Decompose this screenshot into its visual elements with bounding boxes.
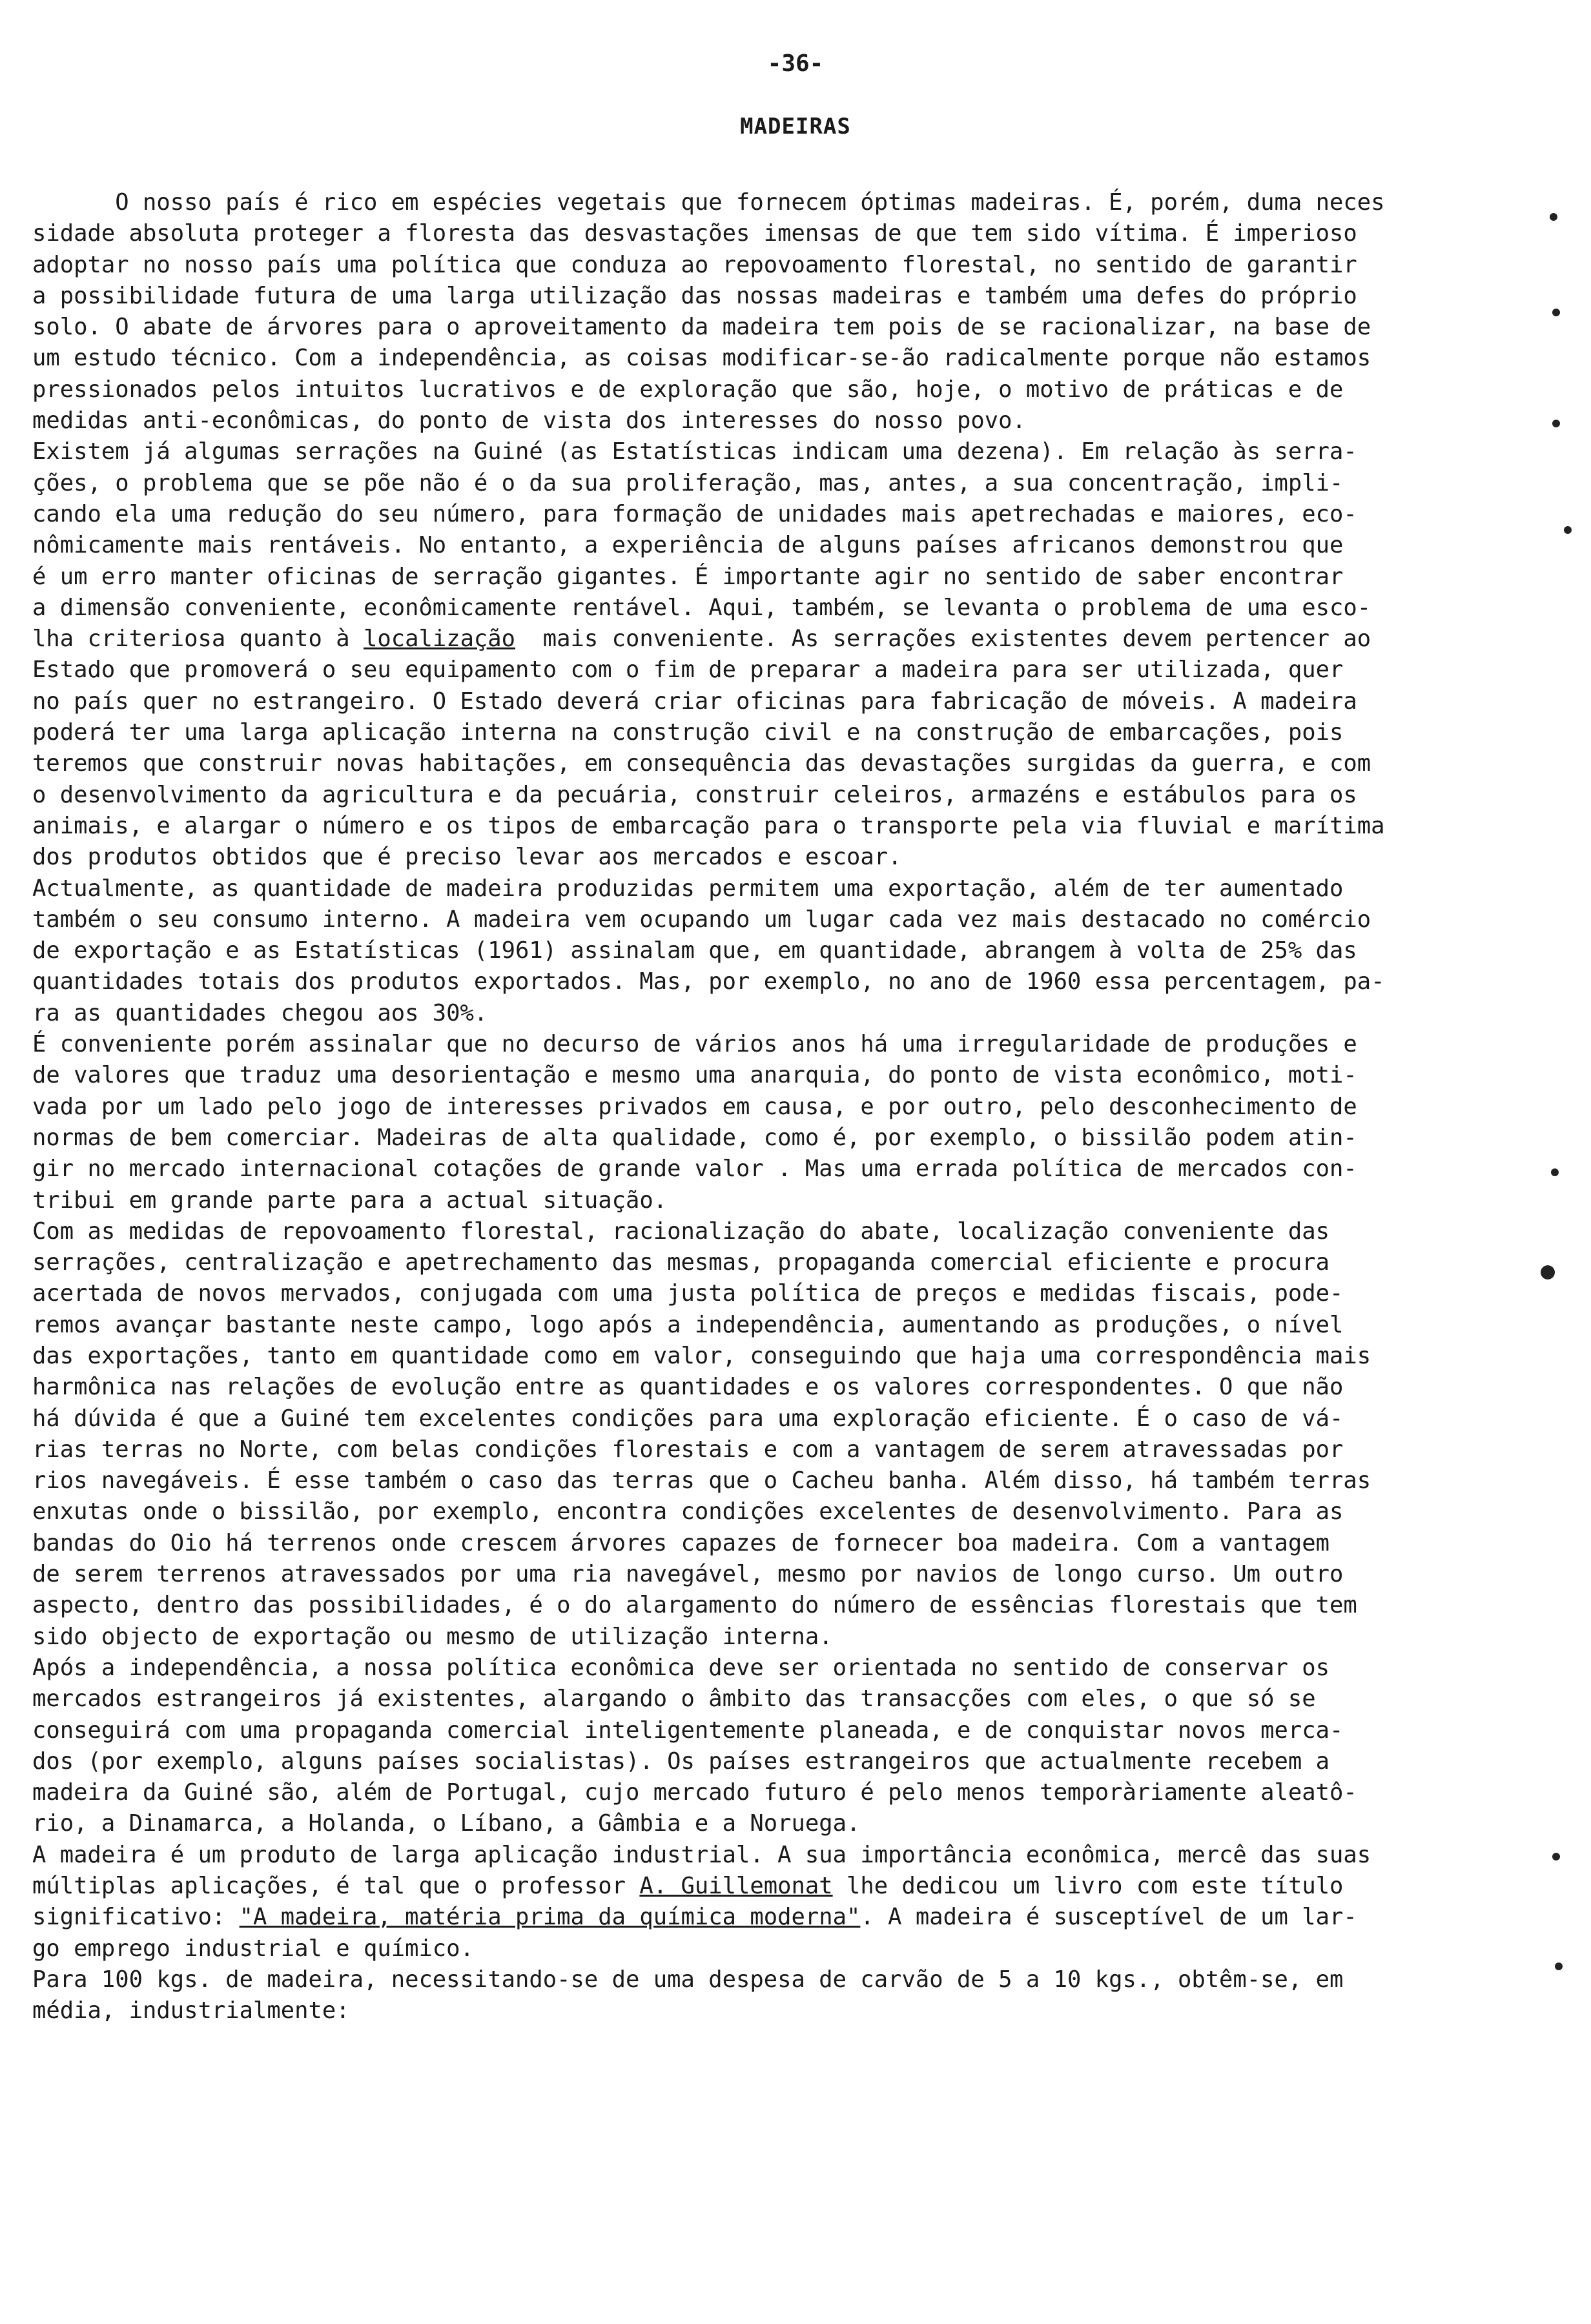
text-line xyxy=(32,312,1511,343)
margin-mark xyxy=(1552,420,1560,427)
text-line xyxy=(32,748,1511,779)
margin-mark xyxy=(1555,1962,1563,1970)
text-segment: ções, o problema que se põe não é o da sua proliferação, mas, antes, a sua concentração, impli- xyxy=(32,469,1344,496)
text-segment: cando ela uma redução do seu número, para formação de unidades mais apetrechadas e maiores, eco- xyxy=(32,500,1357,527)
text-segment: A madeira é um produto de larga aplicação industrial. A sua importância econômica, mercê das suas xyxy=(32,1841,1371,1868)
text-segment: acertada de novos mervados, conjugada com uma justa política de preços e medidas fiscais, pode- xyxy=(32,1280,1344,1307)
text-line xyxy=(32,281,1511,312)
text-line xyxy=(32,1278,1511,1309)
text-line xyxy=(32,1403,1511,1434)
text-segment: significativo: xyxy=(32,1904,240,1931)
text-line xyxy=(32,1933,1511,1964)
text-line xyxy=(32,1029,1511,1060)
text-segment: serrações, centralização e apetrechamento das mesmas, propaganda comercial eficiente e procura xyxy=(32,1249,1330,1276)
text-line xyxy=(32,468,1511,499)
text-line xyxy=(32,842,1511,873)
text-line xyxy=(32,1123,1511,1154)
text-line xyxy=(32,530,1511,561)
text-segment: um estudo técnico. Com a independência, as coisas modificar-se-ão radicalmente porque não estamos xyxy=(32,345,1371,372)
text-segment: também o seu consumo interno. A madeira vem ocupando um lugar cada vez mais destacado no comércio xyxy=(32,906,1371,933)
text-line xyxy=(32,780,1511,811)
text-segment: Existem já algumas serrações na Guiné (as Estatísticas indicam uma dezena). Em relação às serra- xyxy=(32,438,1357,465)
text-line xyxy=(32,1590,1511,1621)
text-segment: rias terras no Norte, com belas condições florestais e com a vantagem de serem atravessadas por xyxy=(32,1436,1344,1463)
text-segment: sidade absoluta proteger a floresta das desvastações imensas de que tem sido vítima. É imperioso xyxy=(32,220,1357,247)
margin-mark xyxy=(1541,1265,1555,1279)
text-segment: É conveniente porém assinalar que no decurso de vários anos há uma irregularidade de produções e xyxy=(32,1031,1357,1058)
text-line xyxy=(32,1871,1511,1902)
text-line xyxy=(32,343,1511,374)
text-segment: o desenvolvimento da agricultura e da pecuária, construir celeiros, armazéns e estábulos para os xyxy=(32,781,1357,808)
text-line xyxy=(32,1092,1511,1123)
margin-mark xyxy=(1552,309,1560,316)
text-segment: no país quer no estrangeiro. O Estado deverá criar oficinas para fabricação de móveis. A madeira xyxy=(32,688,1357,715)
text-line xyxy=(32,1216,1511,1247)
text-segment: solo. O abate de árvores para o aproveitamento da madeira tem pois de se racionalizar, na base de xyxy=(32,314,1371,341)
underlined-text: "A madeira, matéria prima da química moderna" xyxy=(239,1904,861,1931)
text-line xyxy=(32,1840,1511,1871)
text-line xyxy=(32,1808,1511,1839)
text-line xyxy=(32,1465,1511,1496)
text-segment: tribui em grande parte para a actual situação. xyxy=(32,1187,668,1214)
text-segment: Estado que promoverá o seu equipamento com o fim de preparar a madeira para ser utilizada, quer xyxy=(32,657,1344,684)
text-line xyxy=(32,499,1511,530)
text-line xyxy=(32,655,1511,686)
text-segment: medidas anti-econômicas, do ponto de vista dos interesses do nosso povo. xyxy=(32,407,1026,434)
text-line xyxy=(32,624,1511,655)
text-segment: Actualmente, as quantidade de madeira produzidas permitem uma exportação, além de ter aumentado xyxy=(32,875,1344,902)
text-segment: poderá ter uma larga aplicação interna na construção civil e na construção de embarcações, pois xyxy=(32,719,1344,746)
margin-mark xyxy=(1550,213,1557,221)
text-line xyxy=(32,935,1511,966)
text-segment: lhe dedicou um livro com este título xyxy=(832,1873,1344,1900)
text-line xyxy=(32,1964,1511,1995)
text-segment: harmônica nas relações de evolução entre as quantidades e os valores correspondentes. O que não xyxy=(32,1374,1344,1401)
margin-mark xyxy=(1564,526,1572,534)
text-segment: . A madeira é susceptível de um lar- xyxy=(860,1904,1357,1931)
section-heading: MADEIRAS xyxy=(740,114,851,139)
text-line xyxy=(32,1684,1511,1715)
text-segment: normas de bem comerciar. Madeiras de alta qualidade, como é, por exemplo, o bissilão podem atin- xyxy=(32,1124,1357,1151)
margin-mark xyxy=(1551,1168,1559,1176)
text-line xyxy=(32,1341,1511,1372)
text-line xyxy=(32,966,1511,997)
text-segment: rios navegáveis. É esse também o caso das terras que o Cacheu banha. Além disso, há também terras xyxy=(32,1467,1371,1494)
text-segment: remos avançar bastante neste campo, logo após a independência, aumentando as produções, o nível xyxy=(32,1311,1344,1338)
text-line xyxy=(32,1622,1511,1653)
underlined-text: A. Guillemonat xyxy=(639,1873,833,1900)
text-segment: há dúvida é que a Guiné tem excelentes condições para uma exploração eficiente. É o caso de vá- xyxy=(32,1405,1344,1432)
text-line xyxy=(32,904,1511,935)
text-segment: Com as medidas de repovoamento florestal, racionalização do abate, localização conveniente das xyxy=(32,1218,1330,1245)
text-line xyxy=(32,1528,1511,1559)
text-segment: gir no mercado internacional cotações de grande valor . Mas uma errada política de mercados con- xyxy=(32,1156,1357,1183)
text-segment: enxutas onde o bissilão, por exemplo, encontra condições excelentes de desenvolvimento. Para as xyxy=(32,1498,1344,1525)
text-line xyxy=(32,1434,1511,1465)
text-line xyxy=(32,1715,1511,1746)
text-line xyxy=(32,593,1511,624)
text-segment: lha criteriosa quanto à xyxy=(32,626,364,653)
text-line xyxy=(32,436,1511,467)
text-segment: go emprego industrial e químico. xyxy=(32,1935,474,1962)
text-segment: de valores que traduz uma desorientação e mesmo uma anarquia, do ponto de vista econômico, moti- xyxy=(32,1062,1357,1089)
text-line xyxy=(32,1559,1511,1590)
text-line xyxy=(32,405,1511,436)
text-line xyxy=(32,1496,1511,1527)
text-line xyxy=(32,1653,1511,1684)
text-segment: quantidades totais dos produtos exportados. Mas, por exemplo, no ano de 1960 essa percentagem, pa- xyxy=(32,968,1385,995)
text-segment: é um erro manter oficinas de serração gigantes. É importante agir no sentido de saber encontrar xyxy=(32,563,1344,590)
text-line xyxy=(32,717,1511,748)
text-line xyxy=(32,1060,1511,1091)
text-segment: sido objecto de exportação ou mesmo de utilização interna. xyxy=(32,1623,833,1650)
text-segment: vada por um lado pelo jogo de interesses privados em causa, e por outro, pelo desconhecimento de xyxy=(32,1093,1357,1120)
text-segment: pressionados pelos intuitos lucrativos e de exploração que são, hoje, o motivo de práticas e de xyxy=(32,376,1344,403)
text-segment: teremos que construir novas habitações, em consequência das devastações surgidas da guerra, e com xyxy=(32,750,1371,777)
text-segment: O nosso país é rico em espécies vegetais que fornecem óptimas madeiras. É, porém, duma neces xyxy=(32,189,1385,216)
page-number: -36- xyxy=(767,50,824,77)
text-line xyxy=(32,562,1511,593)
text-line xyxy=(32,1746,1511,1777)
text-line xyxy=(32,686,1511,717)
text-segment: conseguirá com uma propaganda comercial inteligentemente planeada, e de conquistar novos merca- xyxy=(32,1717,1344,1744)
text-segment: bandas do Oio há terrenos onde crescem árvores capazes de fornecer boa madeira. Com a vantagem xyxy=(32,1529,1330,1556)
text-segment: madeira da Guiné são, além de Portugal, cujo mercado futuro é pelo menos temporàriamente aleatô- xyxy=(32,1779,1357,1806)
text-line xyxy=(32,1777,1511,1808)
text-segment: de exportação e as Estatísticas (1961) assinalam que, em quantidade, abrangem à volta de 25% das xyxy=(32,937,1357,964)
text-line xyxy=(32,218,1511,249)
text-line xyxy=(32,1310,1511,1341)
text-segment: múltiplas aplicações, é tal que o professor xyxy=(32,1873,640,1900)
text-segment: mercados estrangeiros já existentes, alargando o âmbito das transacções com eles, o que só se xyxy=(32,1686,1316,1713)
text-segment: dos produtos obtidos que é preciso levar aos mercados e escoar. xyxy=(32,844,902,871)
text-segment: Após a independência, a nossa política econômica deve ser orientada no sentido de conservar os xyxy=(32,1654,1330,1681)
text-line xyxy=(32,374,1511,405)
text-segment: média, industrialmente: xyxy=(32,1997,350,2024)
text-line xyxy=(32,250,1511,281)
text-segment: mais conveniente. As serrações existentes devem pertencer ao xyxy=(515,626,1371,653)
text-segment: dos (por exemplo, alguns países socialistas). Os países estrangeiros que actualmente recebem a xyxy=(32,1748,1330,1775)
text-line xyxy=(32,1247,1511,1278)
body-text xyxy=(32,187,1511,2027)
text-segment: de serem terrenos atravessados por uma ria navegável, mesmo por navios de longo curso. Um outro xyxy=(32,1561,1344,1588)
text-line xyxy=(32,811,1511,842)
text-segment: ra as quantidades chegou aos 30%. xyxy=(32,999,488,1026)
text-segment: adoptar no nosso país uma política que conduza ao repovoamento florestal, no sentido de garantir xyxy=(32,251,1357,278)
text-segment: a dimensão conveniente, econômicamente rentável. Aqui, também, se levanta o problema de uma esco- xyxy=(32,594,1371,621)
text-segment: Para 100 kgs. de madeira, necessitando-se de uma despesa de carvão de 5 a 10 kgs., obtêm-se, em xyxy=(32,1966,1344,1993)
text-line xyxy=(32,1372,1511,1403)
text-line xyxy=(32,1902,1511,1933)
text-segment: rio, a Dinamarca, a Holanda, o Líbano, a Gâmbia e a Noruega. xyxy=(32,1810,861,1837)
text-segment: nômicamente mais rentáveis. No entanto, a experiência de alguns países africanos demonstrou que xyxy=(32,532,1344,559)
text-segment: das exportações, tanto em quantidade como em valor, conseguindo que haja uma correspondência mais xyxy=(32,1342,1371,1369)
text-segment: animais, e alargar o número e os tipos de embarcação para o transporte pela via fluvial e marítima xyxy=(32,812,1385,839)
text-line xyxy=(32,998,1511,1029)
text-line xyxy=(32,187,1511,218)
underlined-text: localização xyxy=(363,626,516,653)
text-segment: aspecto, dentro das possibilidades, é o do alargamento do número de essências florestais que tem xyxy=(32,1592,1357,1619)
margin-mark xyxy=(1552,1853,1560,1860)
text-line xyxy=(32,1154,1511,1185)
text-line xyxy=(32,1995,1511,2026)
text-line xyxy=(32,873,1511,904)
text-line xyxy=(32,1185,1511,1216)
text-segment: a possibilidade futura de uma larga utilização das nossas madeiras e também uma defes do próprio xyxy=(32,282,1357,309)
